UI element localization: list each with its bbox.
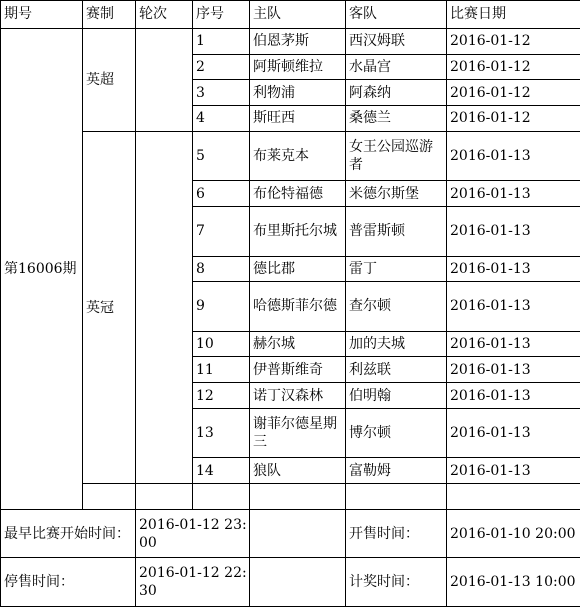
date-cell: 2016-01-13	[447, 207, 580, 256]
away-cell: 桑德兰	[346, 106, 447, 132]
league-cell: 英超	[83, 28, 136, 131]
date-cell: 2016-01-13	[447, 331, 580, 357]
footer-row	[1, 509, 580, 557]
home-cell: 布里斯托尔城	[250, 207, 346, 256]
seq-cell: 4	[193, 106, 250, 132]
date-cell: 2016-01-12	[447, 28, 580, 54]
sale-stop-value: 2016-01-12 22:30	[136, 558, 250, 607]
seq-cell: 5	[193, 131, 250, 180]
away-cell: 普雷斯顿	[346, 207, 447, 256]
period-cell: 第16006期	[1, 28, 83, 509]
away-cell: 伯明翰	[346, 383, 447, 409]
table-row	[1, 28, 580, 54]
away-cell: 富勒姆	[346, 458, 447, 484]
away-cell: 水晶宫	[346, 54, 447, 80]
header-away: 客队	[346, 1, 447, 29]
table-row	[1, 131, 580, 180]
seq-cell: 1	[193, 28, 250, 54]
blank-cell	[83, 484, 136, 510]
footer-blank-cell	[250, 509, 346, 557]
header-date: 比赛日期	[447, 1, 580, 29]
blank-cell	[346, 484, 447, 510]
away-cell: 博尔顿	[346, 408, 447, 457]
date-cell: 2016-01-13	[447, 357, 580, 383]
sale-start-label: 开售时间：	[346, 509, 447, 557]
home-cell: 德比郡	[250, 256, 346, 282]
date-cell: 2016-01-13	[447, 131, 580, 180]
home-cell: 布伦特福德	[250, 181, 346, 207]
date-cell: 2016-01-12	[447, 80, 580, 106]
footer-row	[1, 558, 580, 607]
prize-time-label: 计奖时间：	[346, 558, 447, 607]
footer-blank-cell	[250, 558, 346, 607]
seq-cell: 14	[193, 458, 250, 484]
round-cell	[136, 28, 193, 131]
away-cell: 米德尔斯堡	[346, 181, 447, 207]
league-cell: 英冠	[83, 131, 136, 483]
prize-time-value: 2016-01-13 10:00	[447, 558, 580, 607]
earliest-start-value: 2016-01-12 23:00	[136, 509, 250, 557]
home-cell: 布莱克本	[250, 131, 346, 180]
header-row	[1, 1, 580, 29]
header-home: 主队	[250, 1, 346, 29]
seq-cell: 7	[193, 207, 250, 256]
away-cell: 雷丁	[346, 256, 447, 282]
earliest-start-label: 最早比赛开始时间：	[1, 509, 136, 557]
home-cell: 阿斯顿维拉	[250, 54, 346, 80]
date-cell: 2016-01-12	[447, 54, 580, 80]
round-cell	[136, 131, 193, 483]
seq-cell: 10	[193, 331, 250, 357]
away-cell: 加的夫城	[346, 331, 447, 357]
header-round: 轮次	[136, 1, 193, 29]
blank-cell	[447, 484, 580, 510]
seq-cell: 3	[193, 80, 250, 106]
home-cell: 狼队	[250, 458, 346, 484]
seq-cell: 12	[193, 383, 250, 409]
date-cell: 2016-01-13	[447, 458, 580, 484]
blank-row	[1, 484, 580, 510]
away-cell: 西汉姆联	[346, 28, 447, 54]
seq-cell: 2	[193, 54, 250, 80]
away-cell: 阿森纳	[346, 80, 447, 106]
header-period: 期号	[1, 1, 83, 29]
blank-cell	[250, 484, 346, 510]
home-cell: 哈德斯菲尔德	[250, 282, 346, 331]
date-cell: 2016-01-13	[447, 383, 580, 409]
seq-cell: 6	[193, 181, 250, 207]
away-cell: 女王公园巡游者	[346, 131, 447, 180]
home-cell: 诺丁汉森林	[250, 383, 346, 409]
home-cell: 伯恩茅斯	[250, 28, 346, 54]
home-cell: 利物浦	[250, 80, 346, 106]
home-cell: 谢菲尔德星期三	[250, 408, 346, 457]
home-cell: 斯旺西	[250, 106, 346, 132]
home-cell: 赫尔城	[250, 331, 346, 357]
sale-stop-label: 停售时间：	[1, 558, 136, 607]
away-cell: 利兹联	[346, 357, 447, 383]
date-cell: 2016-01-13	[447, 408, 580, 457]
date-cell: 2016-01-13	[447, 256, 580, 282]
seq-cell: 13	[193, 408, 250, 457]
away-cell: 查尔顿	[346, 282, 447, 331]
date-cell: 2016-01-12	[447, 106, 580, 132]
header-format: 赛制	[83, 1, 136, 29]
blank-cell	[193, 484, 250, 510]
seq-cell: 9	[193, 282, 250, 331]
date-cell: 2016-01-13	[447, 181, 580, 207]
seq-cell: 11	[193, 357, 250, 383]
home-cell: 伊普斯维奇	[250, 357, 346, 383]
blank-cell	[136, 484, 193, 510]
seq-cell: 8	[193, 256, 250, 282]
sale-start-value: 2016-01-10 20:00	[447, 509, 580, 557]
date-cell: 2016-01-13	[447, 282, 580, 331]
header-seq: 序号	[193, 1, 250, 29]
